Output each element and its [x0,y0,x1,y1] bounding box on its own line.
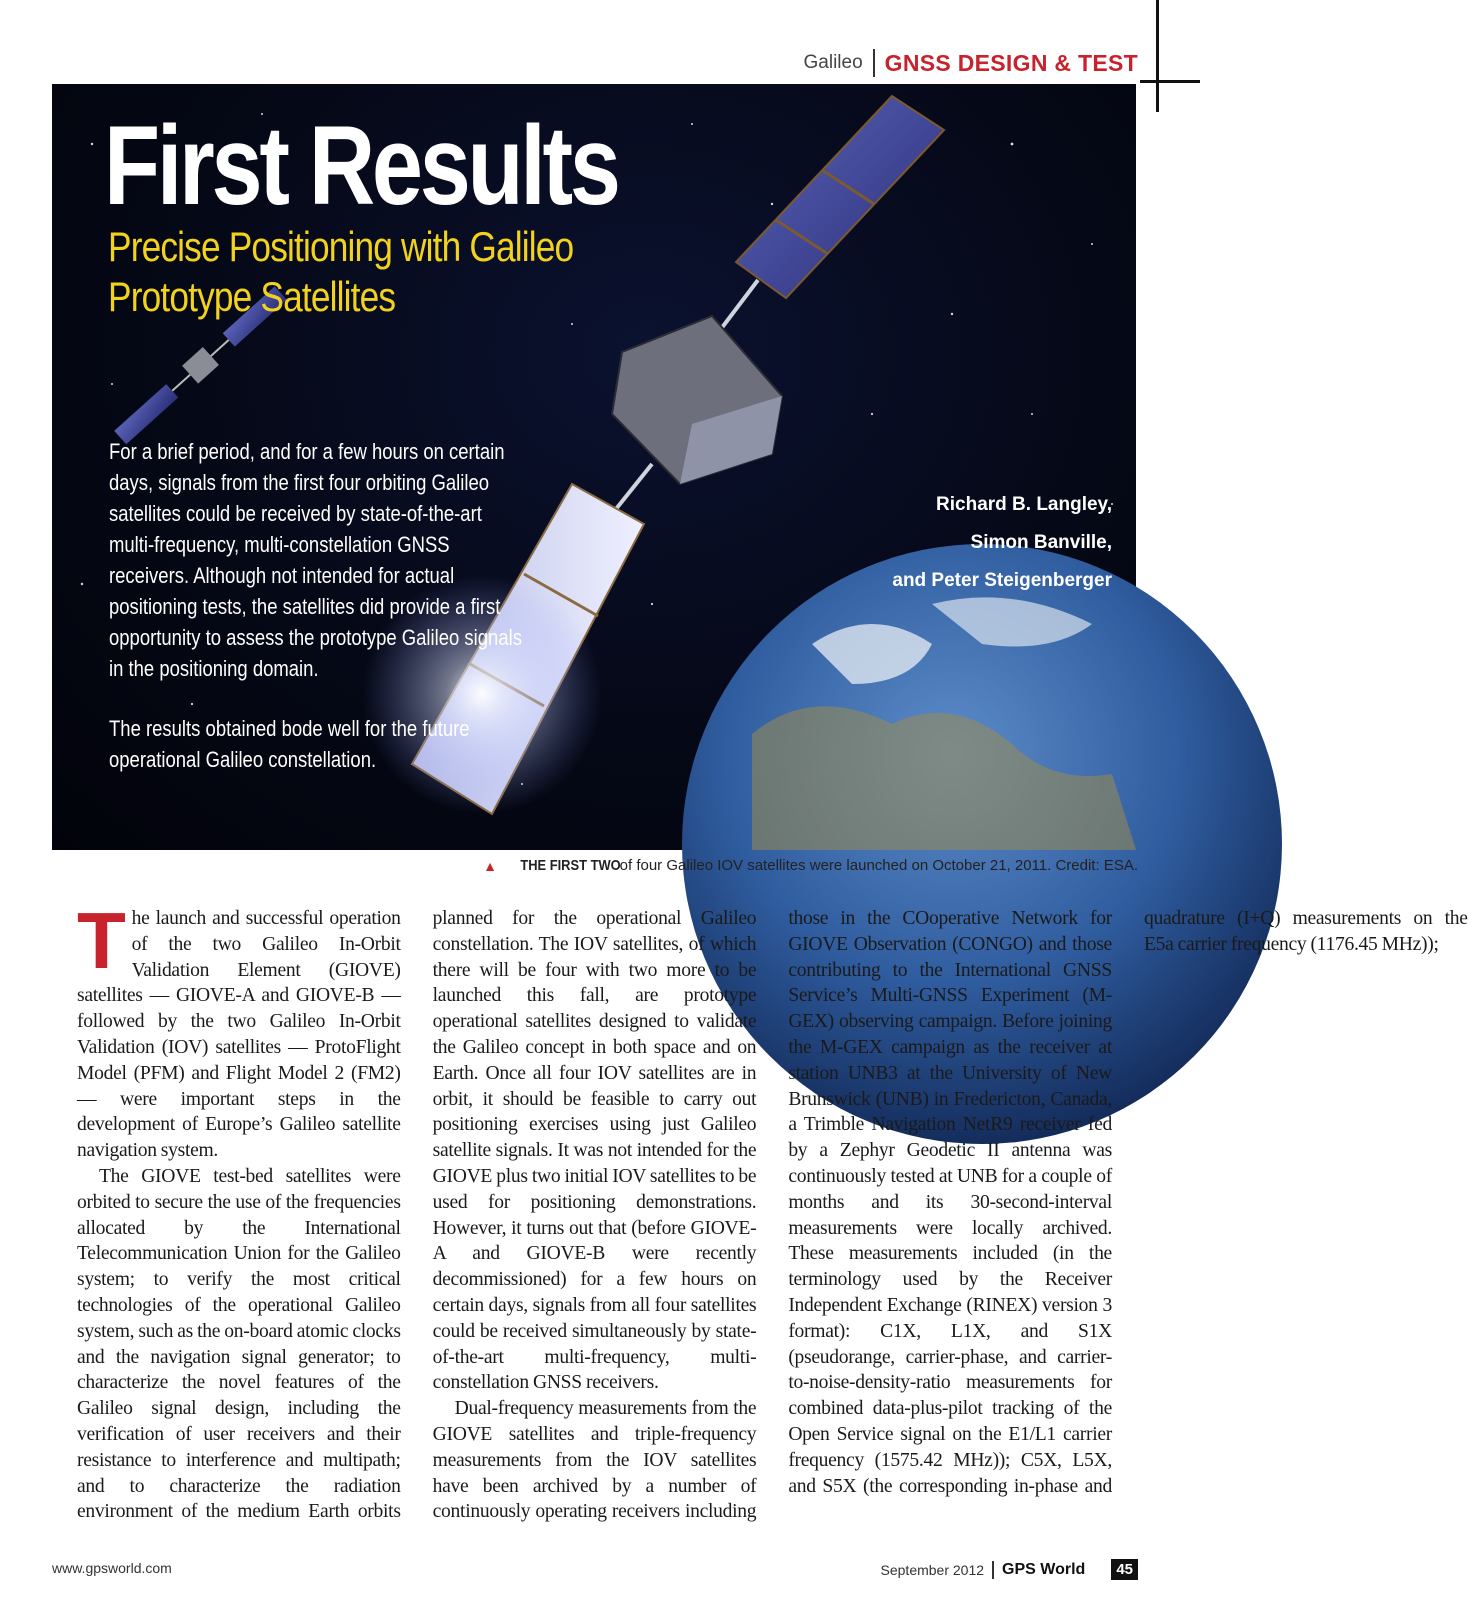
image-caption [483,857,1138,874]
article-intro [109,436,529,775]
issue-date: September 2012 [880,1561,985,1578]
running-head-department: GNSS DESIGN & TEST [884,49,1138,76]
body-paragraph-2: The GIOVE test-bed satellites were orbited to secure the use of the frequencies allocated by the International Telecommunication Union for the Galileo system; to verify the most critical technologies of the operational Galileo system, such as the on-board atomic clocks and the navigation signal generator; to characterize the novel features of the Galileo signal design, including the verification of user receivers and their resistance to interference and multipath; and to characterize the radiation environment of the medium Earth orbits planned for the operational Galileo constellation. The IOV satellites, of which there will be four with two more to be launched this fall, are prototype operational satellites designed to validate the Galileo concept in both space and on Earth. Once all four IOV satellites are in orbit, it should be feasible to carry out positioning exercises using just Galileo satellite signals. It was not intended for the GIOVE plus two initial IOV satellites to be used for positioning demonstrations. However, it turns out that (before GIOVE-A and GIOVE-B were recently decommissioned) for a few hours on certain days, signals from all four satellites could be received simultaneously by state-of-the-art multi-frequency, multi-constellation GNSS receivers. [77,908,757,1523]
page-edge-rule-vertical [1156,0,1159,112]
article-subtitle-line-2: Prototype Satellites [108,273,396,320]
page-number: 45 [1111,1559,1138,1580]
caption-lead: THE FIRST TWO [520,857,621,874]
caption-text: of four Galileo IOV satellites were launched on October 21, 2011. Credit: ESA. [619,857,1138,874]
intro-paragraph-2: The results obtained bode well for the future operational Galileo constellation. [109,716,470,772]
drop-cap: T [77,896,126,985]
hero-image [52,84,1136,850]
intro-paragraph-1: For a brief period, and for a few hours on certain days, signals from the first four orbiting Galileo satellites could be received by state-of-the-art multi-frequency, multi-constellation GNSS receivers. Although not intended for actual positioning tests, the satellites did provide a first opportunity to assess the prototype Galileo signals in the positioning domain. [109,439,522,681]
footer-website: www.gpsworld.com [52,1560,172,1576]
article-subtitle [108,222,578,322]
magazine-name: GPS World [1002,1560,1086,1578]
author-1: Richard B. Langley, [936,494,1112,515]
article-subtitle-line-1: Precise Positioning with Galileo [108,223,574,270]
triangle-up-icon: ▲ [483,857,497,874]
page-edge-rule-horizontal [1140,80,1200,83]
author-list [892,486,1112,600]
running-head-section: Galileo [803,52,863,73]
article-title: First Results [104,103,618,228]
author-3: and Peter Steigenberger [892,570,1112,591]
body-paragraph-1 [77,896,401,1164]
body-paragraph-1-text: he launch and successful operation of the two Galileo In-Orbit Validation Element (GIOVE) satellites — GIOVE-A and GIOVE-B — followed by the two Galileo In-Orbit Validation (IOV) satellites — ProtoFlight Model (PFM) and Flight Model 2 (FM2) — were important steps in the development of Europe’s Galileo satellite navigation system. [77,908,401,1162]
page-footer [881,1559,1138,1580]
running-head-separator [873,49,875,77]
body-paragraph-3: Dual-frequency measurements from the GIOVE satellites and triple-frequency measurements from the IOV satellites have been archived by a number of continuously operating receivers including those in the COoperative Network for GIOVE Observation (CONGO) and those contributing to the International GNSS Service’s Multi-GNSS Experiment (M-GEX) observing campaign. Before joining the M-GEX campaign as the receiver at station UNB3 at the University of New Brunswick (UNB) in Fredericton, Canada, a Trimble Navigation NetR9 receiver fed by a Zephyr Geodetic II antenna was continuously tested at UNB for a couple of months and its 30-second-interval measurements were locally archived. These measurements included (in the terminology used by the Receiver Independent Exchange (RINEX) version 3 format): C1X, L1X, and S1X (pseudorange, carrier-phase, and carrier-to-noise-density-ratio measurements for combined data-plus-pilot tracking of the Open Service signal on the E1/L1 carrier frequency (1575.42 MHz)); C5X, L5X, and S5X (the corresponding in-phase and quadrature (I+Q) measurements on the E5a carrier frequency (1176.45 MHz)); [432,908,1468,1523]
footer-separator [992,1561,994,1579]
running-head [804,48,1138,78]
author-2: Simon Banville, [970,532,1112,553]
article-body [77,896,1468,1548]
